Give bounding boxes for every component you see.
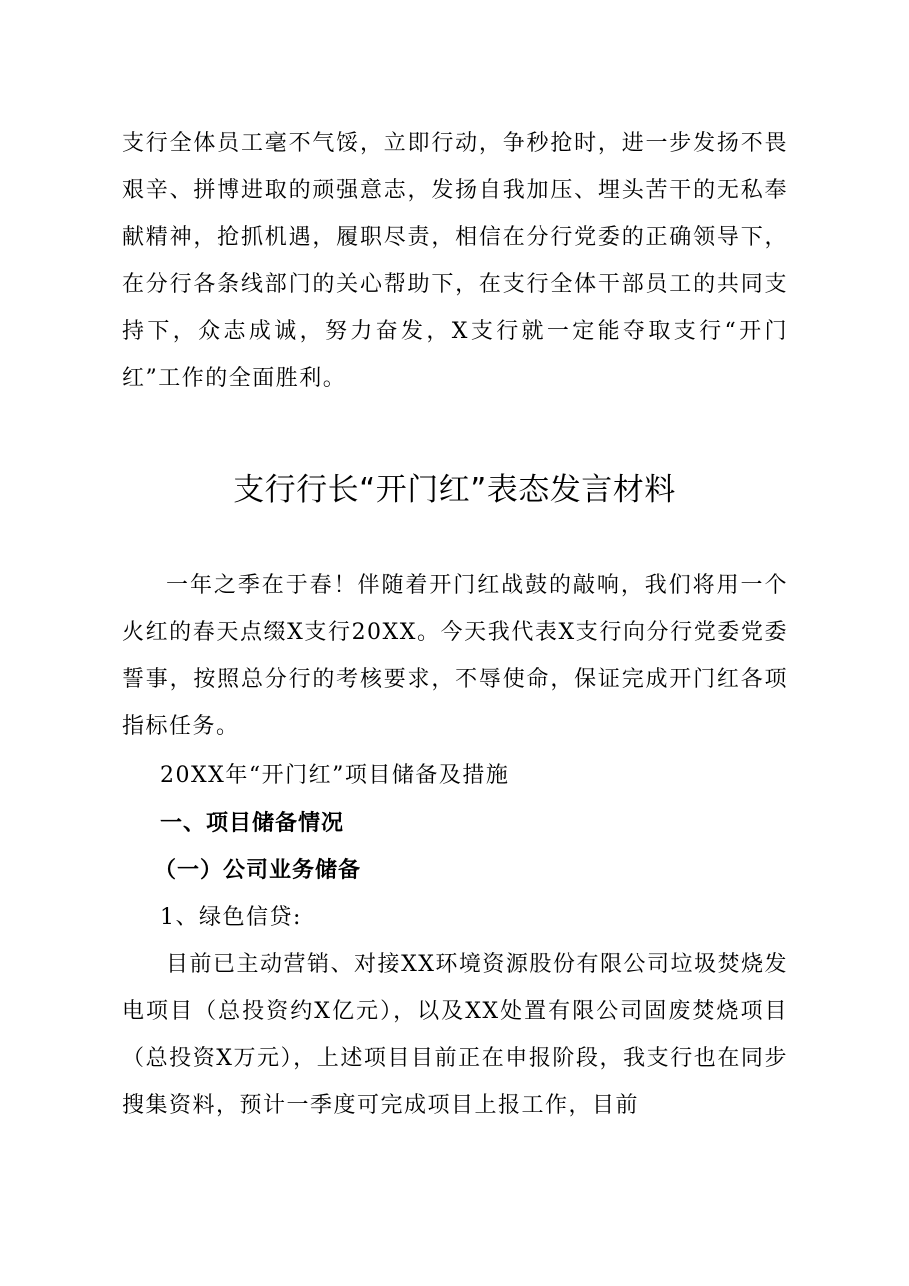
opening-paragraph: 一年之季在于春！伴随着开门红战鼓的敲响，我们将用一个火红的春天点缀X支行20XX。今天我代表X支行向分行党委党委誓事，按照总分行的考核要求，不辱使命，保证完成开门红各项指标任务。 bbox=[122, 573, 788, 739]
subtitle-line: 20XX年“开门红”项目储备及措施 bbox=[160, 763, 510, 788]
section-heading-2: （一）公司业务储备 bbox=[154, 858, 362, 883]
section-heading-1: 一、项目储备情况 bbox=[160, 811, 345, 836]
intro-paragraph: 支行全体员工毫不气馁，立即行动，争秒抢时，进一步发扬不畏艰辛、拼博进取的顽强意志，发扬自我加压、埋头苦干的无私奉献精神，抢抓机遇，履职尽责，相信在分行党委的正确领导下，在分行各条线部门的关心帮助下，在支行全体干部员工的共同支持下，众志成诚，努力奋发，X支行就一定能夺取支行“开门红”工作的全面胜利。 bbox=[122, 131, 788, 391]
item-1-paragraph: 目前已主动营销、对接XX环境资源股份有限公司垃圾焚烧发电项目（总投资约X亿元），以及XX处置有限公司固废焚烧项目（总投资X万元），上述项目目前正在申报阶段，我支行也在同步搜集资料，预计一季度可完成项目上报工作，目前 bbox=[122, 952, 788, 1118]
list-item-1: 1、绿色信贷: bbox=[160, 905, 302, 930]
document-title: 支行行长“开门红”表态发言材料 bbox=[233, 472, 676, 508]
